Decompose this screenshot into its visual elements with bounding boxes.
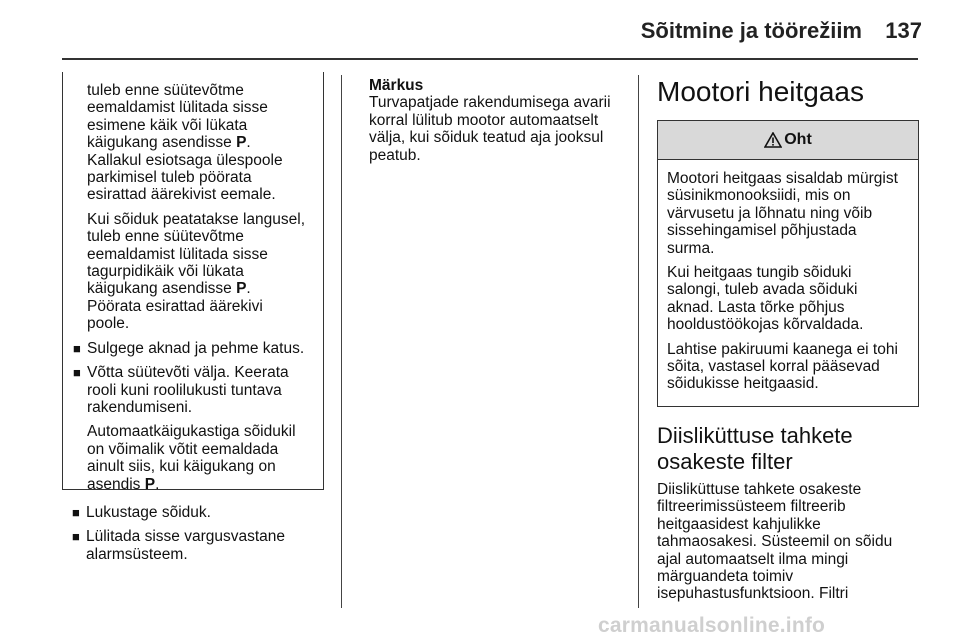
header-rule xyxy=(62,58,918,60)
paragraph-automatic: Automaatkäigukastiga sõidukil on võimalik võtit eemaldada ainult siis, kui käigukang on asendis P. xyxy=(87,423,296,493)
watermark: carmanualsonline.info xyxy=(598,614,826,637)
column-middle xyxy=(369,77,631,164)
warning-label: Oht xyxy=(784,131,812,149)
paragraph-gear-first: tuleb enne süütevõtme eemaldamist lülitada sisse esimene käik või lükata käigukang asendisse P. Kallakul esiotsaga ülespoole parkimisel tuleb pöörata esirattad äärekivist eemale. xyxy=(87,82,283,204)
filter-paragraph: Diisliküttuse tahkete osakeste filtreerimissüsteem filtreerib heitgaasidest kahjulikke tahmaosakesi. Süsteemil on sõidu ajal automaatselt ilma mingi märguandeta toimiv isepuhastusfunktsioon. Filtri xyxy=(657,480,893,603)
parking-instructions-box xyxy=(62,72,324,493)
list-item-close-windows: ■ Sulgege aknad ja pehme katus. xyxy=(73,339,305,357)
column-right xyxy=(657,76,919,603)
gear-symbol: P xyxy=(144,475,156,493)
list-item-lock-vehicle: ■ Lukustage sõiduk. xyxy=(72,504,211,521)
column-divider-1 xyxy=(341,75,342,608)
gear-symbol: P xyxy=(236,134,247,152)
section-heading: Mootori heitgaas xyxy=(657,76,865,107)
page-number: 137 xyxy=(885,18,922,43)
bullet-icon: ■ xyxy=(73,365,81,381)
warning-paragraph: Kui heitgaas tungib sõiduki salongi, tuleb avada sõiduki aknad. Lasta tõrke põhjus hooldustöökojas kõrvaldada. xyxy=(667,264,864,334)
list-item-remove-key: ■ Võtta süütevõti välja. Keerata rooli kuni roolilukusti tuntava rakendumiseni. xyxy=(73,364,289,416)
list-item-alarm: ■ Lülitada sisse vargusvastane alarmsüsteem. xyxy=(72,528,286,563)
note-title: Märkus xyxy=(369,77,424,94)
warning-paragraph: Lahtise pakiruumi kaanega ei tohi sõita, vastasel korral pääsevad sõidukisse heitgaasid. xyxy=(667,340,898,393)
bullet-icon: ■ xyxy=(73,340,81,356)
column-left xyxy=(62,72,324,570)
paragraph-downhill: Kui sõiduk peatatakse langusel, tuleb enne süütevõtme eemaldamist lülitada sisse tagurpidikäik või lükata käigukang asendisse P. Pöörata esirattad äärekivi poole. xyxy=(87,210,306,333)
warning-box xyxy=(657,120,919,407)
gear-symbol: P xyxy=(236,280,247,298)
after-box-list xyxy=(62,504,324,563)
warning-header xyxy=(658,121,918,160)
warning-paragraph: Mootori heitgaas sisaldab mürgist süsinikmonooksiidi, mis on värvusetu ja lõhnatu ning võib sissehingamisel põhjustada surma. xyxy=(667,170,898,257)
column-divider-2 xyxy=(638,75,639,608)
note-body: Turvapatjade rakendumisega avarii korral lülitub mootor automaatselt välja, kui sõiduk teatud aja jooksul peatub. xyxy=(369,94,611,164)
bullet-icon: ■ xyxy=(72,529,80,545)
page-header-title: Sõitmine ja töörežiim xyxy=(640,18,862,43)
warning-triangle-icon xyxy=(764,132,782,148)
bullet-icon: ■ xyxy=(72,505,80,520)
warning-body xyxy=(658,160,918,406)
sub-heading: Diisliküttuse tahkete osakeste filter xyxy=(657,422,853,474)
